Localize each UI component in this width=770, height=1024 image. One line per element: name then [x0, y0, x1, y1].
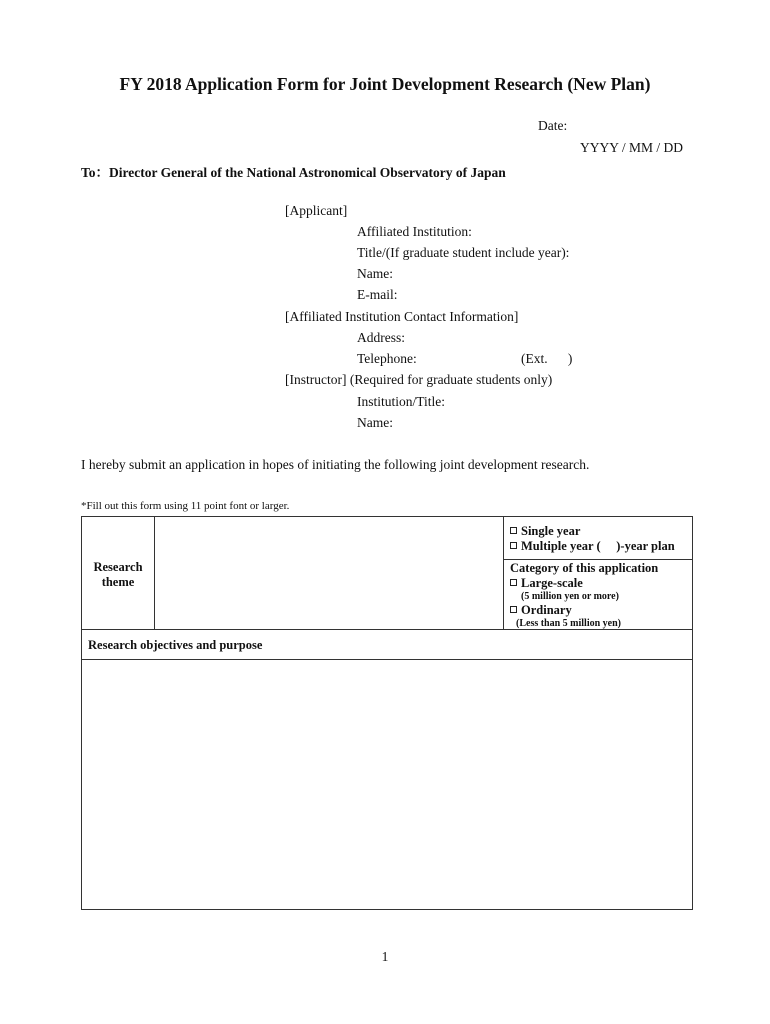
category-header: Category of this application	[510, 561, 659, 575]
research-theme-input[interactable]	[155, 517, 503, 629]
single-year-option[interactable]: Single year	[510, 524, 580, 539]
applicant-header: [Applicant]	[285, 203, 348, 218]
font-size-note: *Fill out this form using 11 point font or larger.	[81, 500, 290, 512]
ordinary-note: (Less than 5 million yen)	[516, 618, 622, 629]
telephone-field[interactable]: Telephone:	[357, 351, 417, 366]
date-format: YYYY / MM / DD	[580, 140, 684, 155]
checkbox-icon[interactable]	[510, 606, 517, 613]
checkbox-icon[interactable]	[510, 579, 517, 586]
instructor-name-field[interactable]: Name:	[357, 415, 393, 430]
table-divider	[503, 516, 504, 630]
research-theme-label: Research theme	[93, 560, 143, 589]
large-scale-option[interactable]: Large-scale	[510, 576, 583, 591]
multiple-year-option[interactable]: Multiple year ( )-year plan	[510, 539, 675, 554]
checkbox-icon[interactable]	[510, 527, 517, 534]
instructor-institution-field[interactable]: Institution/Title:	[357, 394, 446, 409]
date-label: Date:	[538, 118, 568, 133]
submission-statement: I hereby submit an application in hopes of initiating the following joint development research.	[81, 457, 590, 472]
table-divider	[81, 629, 693, 630]
extension-field[interactable]: (Ext. )	[521, 351, 573, 366]
contact-header: [Affiliated Institution Contact Information]	[285, 309, 519, 324]
checkbox-icon[interactable]	[510, 542, 517, 549]
email-field[interactable]: E-mail:	[357, 287, 398, 302]
objectives-input[interactable]	[82, 660, 692, 909]
title-field[interactable]: Title/(If graduate student include year):	[357, 245, 570, 260]
instructor-header: [Instructor] (Required for graduate students only)	[285, 372, 553, 387]
objectives-label: Research objectives and purpose	[88, 638, 263, 652]
applicant-name-field[interactable]: Name:	[357, 266, 393, 281]
table-divider	[503, 559, 693, 560]
address-field[interactable]: Address:	[357, 330, 405, 345]
large-scale-note: (5 million yen or more)	[521, 591, 619, 602]
ordinary-option[interactable]: Ordinary	[510, 603, 572, 618]
affiliated-institution-field[interactable]: Affiliated Institution:	[357, 224, 472, 239]
page-number: 1	[381, 949, 389, 964]
page-title: FY 2018 Application Form for Joint Development Research (New Plan)	[119, 74, 651, 94]
recipient-line: To：Director General of the National Astronomical Observatory of Japan	[81, 165, 506, 180]
